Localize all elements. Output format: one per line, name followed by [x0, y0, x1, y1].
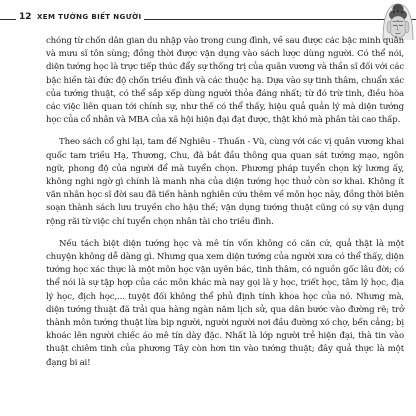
buddha-head-icon: [380, 0, 416, 40]
page-number: 12: [16, 12, 35, 22]
paragraph-1: chóng từ chốn dân gian du nhập vào trong cung đình, về sau được các bậc minh quân và mưu sĩ tôn sùng; đồng thời được vận dụng vào sách lược dùng người. Có thể nói, diện tướng học là trực tiếp thúc đẩy sự thống trị của quân vương và thần sĩ đối với các bậc hiền tài đức độ chốn triều đình và các thuộc hạ. Dựa vào sự tinh thâm, chuẩn xác của tướng thuật, có thể sắp xếp dùng người thỏa đáng nhất; từ đó trừ tinh, điều hòa các việc liên quan tới chính sự, như thế có thể thấy, hiệu quả quản lý mà diện tướng học của cổ nhân và MBA của xã hội hiện đại đạt được, thật khó mà phân tài cao thấp.: [46, 36, 404, 126]
page-body: [46, 35, 404, 370]
running-title: XEM TƯỚNG BIẾT NGƯỜI: [34, 12, 144, 22]
paragraph-3: Nếu tách biệt diện tướng học và mê tín vốn không có căn cứ, quả thật là một chuyện không dễ dàng gì. Nhưng qua xem diện tướng của người xưa có thể thấy, diện tướng học xác thực là một môn học vận uyên bác, tinh thâm, có nguồn gốc lâu đời; có thể nói là sự tập hợp của các môn khác mà nay gọi là y học, triết học, tâm lý học, địa lý học, địch học,... tuyệt đối không thể phủ định tính khoa học của nó. Nhưng mà, diện tướng thuật đã trải qua hàng ngàn năm lịch sử, qua dân bước vào đường rẽ; trở thành môn tướng thuật lừa bịp người, người người nơi đầu đường xó chợ, bến cảng; bị khoác lên người chiếc áo mê tín dày đặc. Nhất là lớp người trẻ hiện đại, thà tin vào thuật chiêm tinh của phương Tây còn hơn tin vào tướng thuật; đây quả thực là một đạng bi ai!: [46, 238, 404, 368]
page-header: [0, 0, 416, 40]
paragraph-2: Theo sách cổ ghi lại, tam đế Nghiêu - Thuấn - Vũ, cùng với các vị quân vương khai quốc tam triều Hạ, Thương, Chu, đã bắt đầu thông qua quan sát tướng mạo, ngôn ngữ, phong độ của người để mà tuyển chọn. Phương pháp tuyển chọn kỳ lương ấy, không nghi ngờ gì chính là manh nha của diện tướng học thuở còn sơ khai. Không ít văn nhân học sĩ đời sau đã tiến hành nghiên cứu thêm về môn học này, đồng thời biên soạn thành sách lưu truyền cho hậu thế; vận dụng tướng thuật cũng có sự vận dụng rộng rãi từ việc chí tuyển chọn nhân tài cho triều đình.: [46, 137, 404, 227]
